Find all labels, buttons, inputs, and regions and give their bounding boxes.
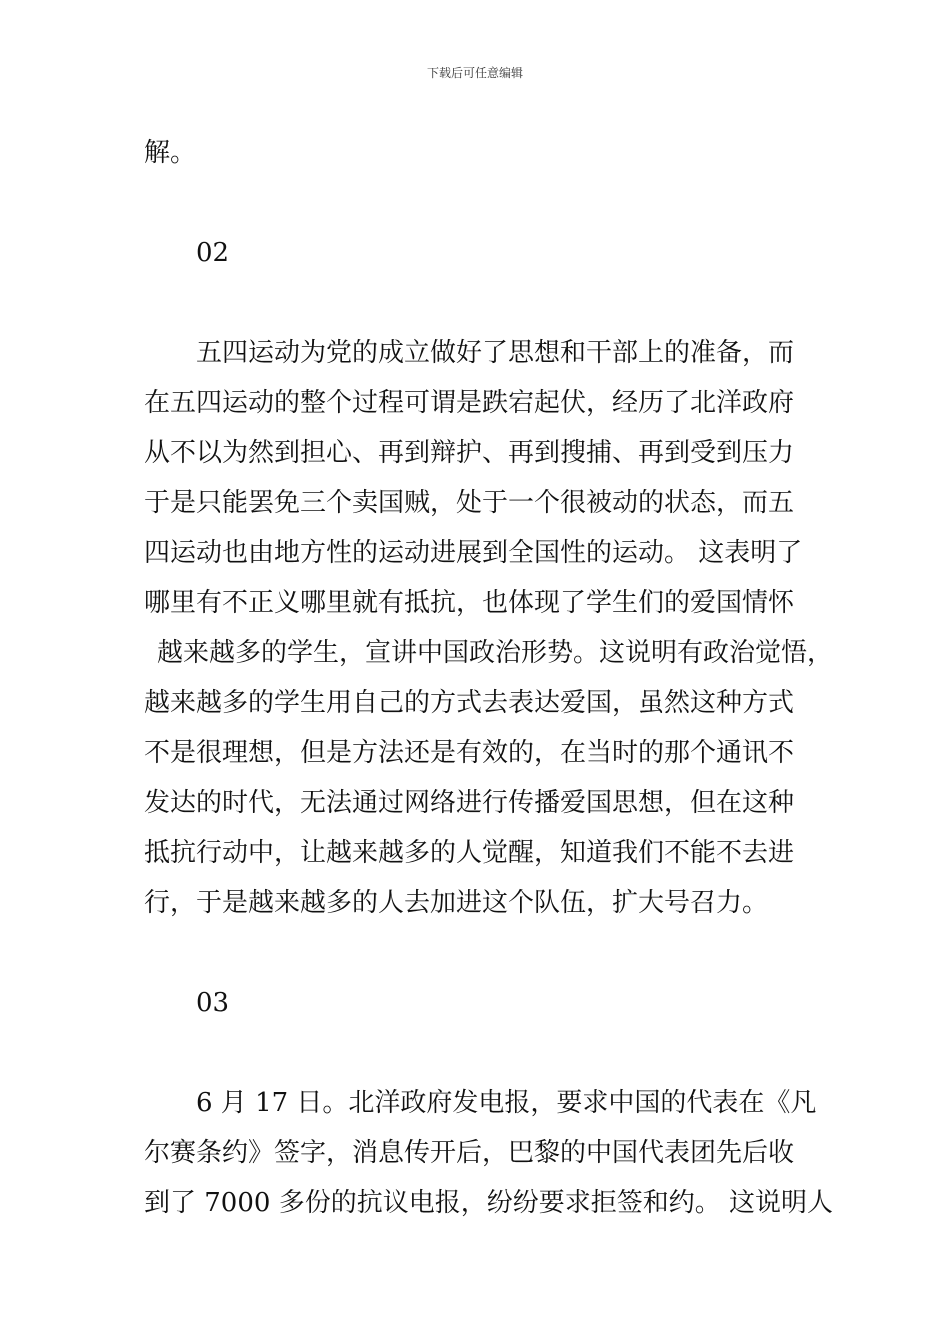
text-line: 越来越多的学生用自己的方式去表达爱国，虽然这种方式 [144,688,795,718]
text-line: 哪里有不正义哪里就有抵抗，也体现了学生们的爱国情怀 [144,588,795,618]
text-line: 于是只能罢免三个卖国贼，处于一个很被动的状态，而五 [144,488,795,518]
text-line: 越来越多的学生，宣讲中国政治形势。这说明有政治觉悟， [157,638,834,668]
paragraph [144,328,834,928]
text-line: 行，于是越来越多的人去加进这个队伍，扩大号召力。 [144,888,769,918]
paragraph-gap [144,278,834,328]
text-line: 不是很理想，但是方法还是有效的，在当时的那个通讯不 [144,738,795,768]
page-header: 下载后可任意编辑 [426,66,523,80]
text-line: 6 月 17 日。北洋政府发电报，要求中国的代表在《凡 [196,1088,817,1118]
section-number: 02 [196,238,230,268]
text-line: 解。 [144,138,197,168]
text-line: 五四运动为党的成立做好了思想和干部上的准备，而 [196,338,795,368]
document-body [144,128,834,1228]
section-number: 03 [196,988,230,1018]
paragraph [144,1078,834,1228]
text-line: 到了 7000 多份的抗议电报，纷纷要求拒签和约。 这说明人 [144,1188,833,1218]
text-line: 四运动也由地方性的运动进展到全国性的运动。 这表明了 [144,538,803,568]
paragraph-gap [144,1028,834,1078]
text-line: 发达的时代，无法通过网络进行传播爱国思想，但在这种 [144,788,795,818]
text-line: 抵抗行动中，让越来越多的人觉醒，知道我们不能不去进 [144,838,795,868]
text-line: 从不以为然到担心、再到辩护、再到搜捕、再到受到压力 [144,438,795,468]
paragraph-gap [144,178,834,228]
text-line: 尔赛条约》签字，消息传开后，巴黎的中国代表团先后收 [144,1138,795,1168]
paragraph-gap [144,928,834,978]
text-line: 在五四运动的整个过程可谓是跌宕起伏，经历了北洋政府 [144,388,795,418]
